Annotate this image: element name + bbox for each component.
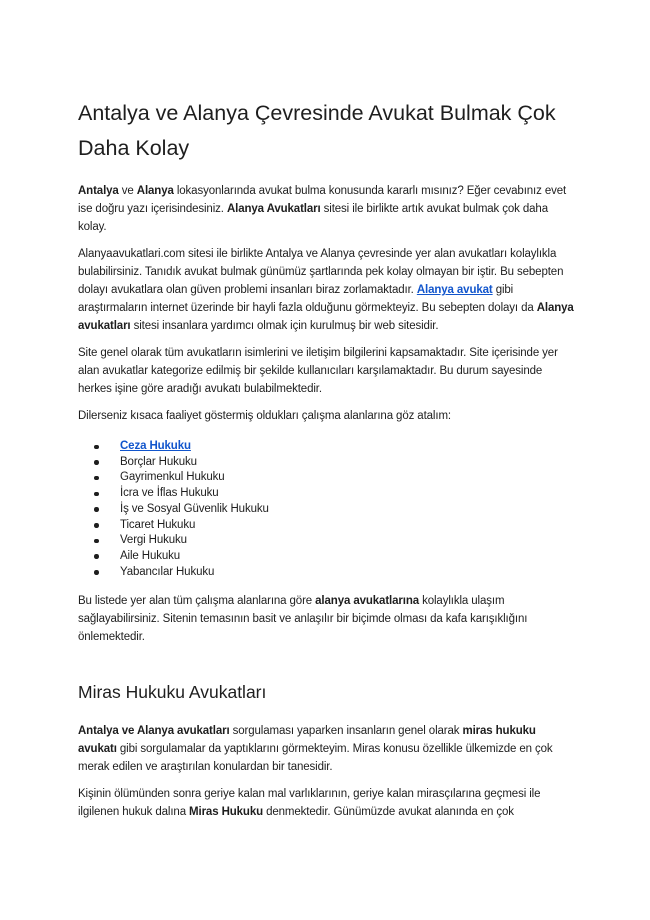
text-segment: Site genel olarak tüm avukatların isimlerini ve iletişim bilgilerini kapsamaktadır. Site içerisinde yer alan avukatlar kategorize edilmiş bir şekilde kullanıcıları karşılamaktadır. Bu durum sayesinde herkes işine göre aradığı avukatı bulabilmektedir. (78, 347, 558, 395)
paragraph-site-contents (78, 344, 575, 398)
text-segment: Dilerseniz kısaca faaliyet göstermiş oldukları çalışma alanlarına göz atalım: (78, 410, 451, 422)
text-segment: Alanya Avukatları (226, 203, 321, 215)
text-segment: Vergi Hukuku (120, 534, 187, 547)
text-segment: Miras Hukuku (189, 806, 264, 819)
text-segment: gibi araştırmaların internet üzerinde bir hayli fazla olduğunu görmekteyiz. Bu sebepten dolayı da (78, 284, 537, 314)
practice-area-item (78, 439, 575, 455)
title-line: Daha Kolay (78, 136, 190, 160)
text-segment: Yabancılar Hukuku (120, 565, 215, 578)
text-segment: Borçlar Hukuku (120, 455, 197, 468)
practice-area-item (78, 486, 575, 502)
text-segment: gibi sorgulamalar da yaptıklarını görmekteyim. Miras konusu özellikle ülkemizde en çok merak edilen ve araştırılan konulardan bir tanesidir. (78, 743, 553, 774)
ceza-hukuku-link[interactable]: Ceza Hukuku (120, 440, 191, 452)
practice-area-item (78, 470, 575, 486)
text-segment: İş ve Sosyal Güvenlik Hukuku (120, 502, 269, 515)
text-segment: lokasyonlarında avukat bulma konusunda kararlı mısınız? Eğer cevabınız evet ise doğru yazı içerisindesiniz. (78, 185, 567, 215)
text-segment: Alanya avukatları (78, 302, 574, 332)
text-segment: Antalya (78, 185, 119, 197)
text-segment: Gayrimenkul Hukuku (120, 471, 225, 484)
text-segment: sorgulaması yaparken insanların genel olarak (229, 725, 463, 738)
practice-area-item (78, 455, 575, 471)
title-line: Antalya ve Alanya Çevresinde Avukat Bulmak Çok (78, 101, 556, 125)
text-segment: sitesi ile birlikte artık avukat bulmak çok daha kolay. (78, 203, 548, 233)
practice-area-item (78, 502, 575, 518)
paragraph-site-description (78, 245, 575, 335)
text-segment: ve (118, 185, 137, 197)
text-segment: Alanya (136, 185, 174, 197)
text-segment: sitesi insanlara yardımcı olmak için kurulmuş bir web sitesidir. (130, 320, 439, 332)
text-segment: Kişinin ölümünden sonra geriye kalan mal varlıklarının, geriye kalan mirasçılarına geçmesi ile ilgilenen hukuk dalına (78, 788, 541, 819)
alanya-avukat-link[interactable]: Alanya avukat (416, 284, 493, 296)
text-segment: Alanyaavukatlari.com sitesi ile birlikte Antalya ve Alanya çevresinde yer alan avukatları kolaylıkla bulabilirsiniz. Tanıdık avukat bulmak günümüz şartlarında pek kolay olmayan bir iştir. Bu sebepten dolayı avukatlara olan güven problemi insanları biraz zorlamaktadır. (78, 248, 564, 296)
text-segment: Aile Hukuku (120, 549, 181, 562)
section-heading-miras-hukuku: Miras Hukuku Avukatları (78, 682, 267, 703)
practice-area-item (78, 518, 575, 534)
text-segment: Antalya ve Alanya avukatları (78, 725, 230, 738)
text-segment: miras hukuku avukatı (78, 725, 536, 756)
paragraph-miras-intro (78, 722, 575, 776)
practice-area-item (78, 549, 575, 565)
text-segment: kolaylıkla ulaşım sağlayabilirsiniz. Sitenin temasının basit ve anlaşılır bir biçimde olması da kafa karışıklığını önlemektedir. (78, 595, 528, 644)
paragraph-miras-definition (78, 785, 575, 821)
text-segment: İcra ve İflas Hukuku (120, 487, 219, 500)
paragraph-list-summary (78, 592, 575, 646)
practice-area-item (78, 565, 575, 581)
text-segment: Ticaret Hukuku (120, 518, 196, 531)
practice-area-item (78, 533, 575, 549)
document-title (78, 96, 575, 166)
text-segment: Bu listede yer alan tüm çalışma alanlarına göre (78, 595, 316, 608)
text-segment: alanya avukatlarına (315, 595, 419, 608)
practice-areas-list (78, 439, 575, 580)
paragraph-intro (78, 182, 575, 236)
paragraph-list-intro (78, 407, 575, 425)
text-segment: denmektedir. Günümüzde avukat alanında en çok (263, 806, 514, 819)
